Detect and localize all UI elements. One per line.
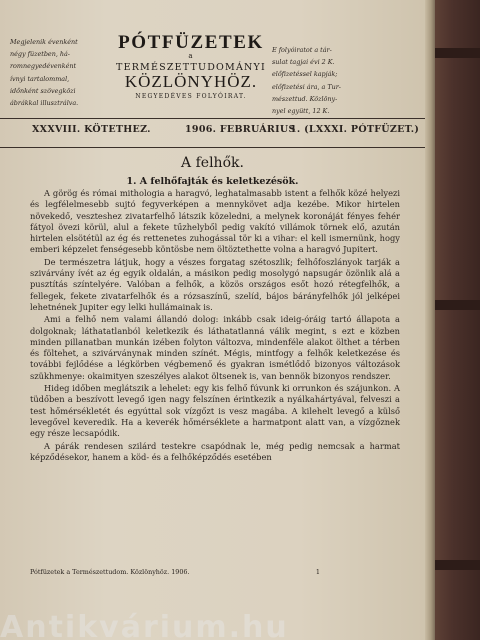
title-frequency: NEGYEDÉVES FOLYÓIRAT. xyxy=(135,93,247,100)
journal-title xyxy=(110,32,272,100)
paragraph: Hideg időben meglátszik a lehelet: egy kis felhő fúvunk ki orrunkon és szájunkon. A tüdőben a beszívott levegő igen nagy felszínen érintkezik a nyálkahártyával, felveszi a test hőmérsékletét és egyúttal sok vízgőzt is vesz magába. A kilehelt levegő a külső levegővel keveredik. Ha a keverék hőmérséklete a harmatpont alatt van, a vízgőznek egy része lecsapódik. xyxy=(30,383,400,439)
footer-source: Pótfüzetek a Természettudom. Közlönyhöz. 1906. xyxy=(30,568,190,576)
paragraph: A görög és római mithologia a haragvó, leghatalmasabb istent a felhők közé helyezi és legfélelmesebb sujtó fegyverképen a mennykövet adja kezébe. Mikor hirtelen növekedő, veszteshez zivatarfelhő látszik közeledni, a melynek koronáját fényes fehér fátyol övezi körül, alul a fekete tűzhelyből pedig vakító villámok törnek elő, azután hirtelen elsötétül az ég és rettenetes zuhogással tör ki a vihar: el kell ismernünk, hogy emberi képzelet fenségesebb köntösbe nem öltöztethette volna a haragvó Jupitert. xyxy=(30,188,400,255)
masthead xyxy=(0,26,425,118)
spine-band xyxy=(435,48,480,58)
issue-date: 1906. FEBRUÁRIUS xyxy=(185,124,296,135)
title-kozlonyhoz: KÖZLÖNYHÖZ. xyxy=(124,72,258,91)
issue-volume: XXXVIII. KÖTETHEZ. xyxy=(32,124,151,135)
issue-bar xyxy=(0,118,425,148)
article-title: A felhők. xyxy=(181,155,244,171)
subscription-note-right: E folyóiratot a tár- sulat tagjai évi 2 K. előfizetéssel kapják; előfizetési ára, a Tur- mészettud. Közlöny- nyel együtt, 12 K. xyxy=(272,46,341,116)
title-a: a xyxy=(188,52,194,60)
watermark: Antikvárium.hu xyxy=(0,610,289,640)
article-body xyxy=(30,188,400,463)
page-number: 1 xyxy=(315,568,320,576)
paragraph: De természetra látjuk, hogy a vészes forgatag szétoszlik; felhőfoszlányok tarják a szivárvány ívét az ég egyik oldalán, a másikon pedig mosolygó napsugár özönlik alá a pusztítás színtelyére. Valóban a felhők, a közös országos esőt hozó rétegfelhők, a fellegek, fekete zivatarfelhők és a rózsaszínű, szelíd, bájos bárányfelhők jól jelképei lehetnének Jupiter egy lelki hullámainak is. xyxy=(30,256,400,312)
paragraph: A párák rendesen szilárd testekre csapódnak le, még pedig nemcsak a harmat képződésekor, hanem a köd- és a felhőképződés esetében xyxy=(30,440,400,462)
section-heading: 1. A felhőfajták és keletkezésök. xyxy=(126,176,299,187)
spine-band xyxy=(435,560,480,570)
title-potfuzetek: PÓTFÜZETEK xyxy=(118,32,264,53)
page-footer xyxy=(30,568,400,576)
title-termeszettudomanyi: TERMÉSZETTUDOMÁNYI xyxy=(116,62,266,73)
paragraph: Ami a felhő nem valami állandó dolog: inkább csak ideig-óráig tartó állapota a dolgoknak; láthatatlanból keletkezik és láthatatlanná válik megint, s ezt e közben minden pillanatban munkán izében folyton változva, mindenféle alakot ölthet a térben és föltehet, a szivárványnak minden színét. Mégis, mintfogy a felhők keletkezése és további fejlődése a légkörben végbemenő és gyakran ismétlődő bizonyos változások szükhmenye: okaimityen szeszélyes alakot öltsenek is, van bennök bizonyos rendszer. xyxy=(30,314,400,381)
book-spine xyxy=(435,0,480,640)
issue-number: 1. (LXXXI. PÓTFÜZET.) xyxy=(290,124,420,135)
page-gutter xyxy=(425,0,435,640)
publication-note-left: Megjelenik évenként négy füzetben, há- romnegyedévenként ívnyi tartalommal, időnként szövegközi ábrákkal illusztrálva. xyxy=(10,38,79,108)
spine-band xyxy=(435,300,480,310)
